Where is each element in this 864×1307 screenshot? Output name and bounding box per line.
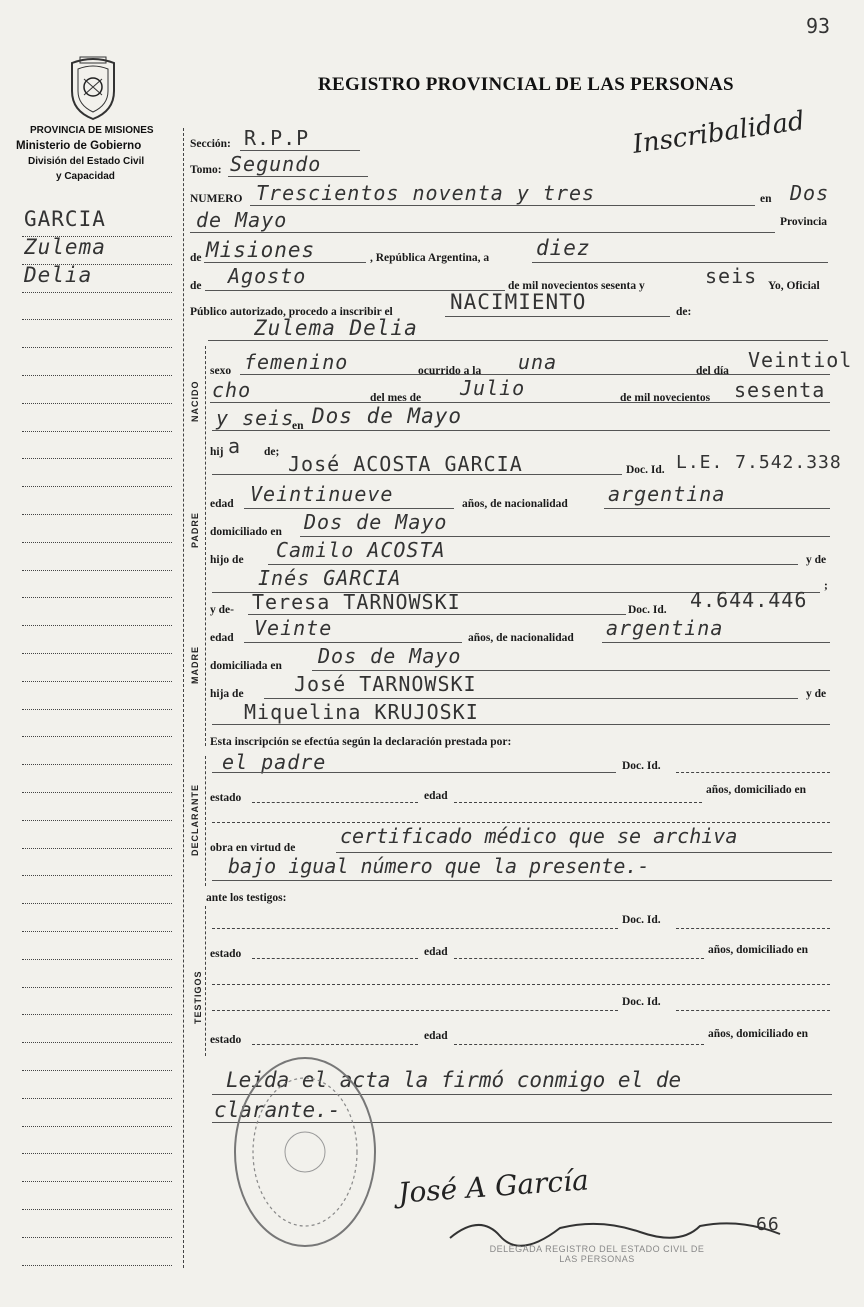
margin-ruled-line	[22, 1070, 172, 1071]
side-label-testigos: TESTIGOS	[193, 970, 203, 1024]
line-dia	[532, 262, 828, 263]
margin-ruled-line	[22, 681, 172, 682]
label-ocurrido: ocurrido a la	[418, 365, 482, 377]
value-abuelo-p: Camilo ACOSTA	[276, 538, 446, 562]
label-seccion: Sección:	[190, 138, 231, 150]
line-declarante	[212, 772, 616, 773]
value-dia: diez	[536, 236, 591, 260]
label-publico: Público autorizado, procedo a inscribir el	[190, 306, 393, 318]
line-acto	[445, 316, 670, 317]
label-sexo: sexo	[210, 365, 232, 377]
label-declaracion: Esta inscripción se efectúa según la declaración prestada por:	[210, 736, 512, 748]
margin-ruled-line	[22, 792, 172, 793]
line-declarante-doc	[676, 772, 830, 773]
label-hija-de: hija de	[210, 688, 244, 700]
value-madre-doc: 4.644.446	[690, 588, 808, 612]
line-testigo2-edad	[454, 1044, 704, 1045]
label-testigo2-dom: años, domiciliado en	[708, 1028, 809, 1040]
margin-middle-name: Delia	[24, 263, 93, 287]
official-stamp-text: DELEGADA REGISTRO DEL ESTADO CIVIL DE LAS PERSONAS	[489, 1244, 705, 1264]
value-obra: certificado médico que se archiva	[340, 824, 738, 848]
value-abuela-p: Inés GARCIA	[258, 566, 402, 590]
label-obra: obra en virtud de	[210, 842, 296, 854]
declarante-divider	[205, 756, 206, 886]
line-lugar-nac	[212, 430, 830, 431]
margin-ruled-line	[22, 848, 172, 849]
margin-ruled-line	[22, 542, 172, 543]
line-en2	[190, 232, 775, 233]
label-provincia: Provincia	[780, 216, 828, 228]
label-de-mes: de	[190, 280, 202, 292]
marginal-annotation: Inscribalidad	[630, 106, 807, 160]
line-padre-dom	[300, 536, 830, 537]
value-obra-2: bajo igual número que la presente.-	[228, 854, 650, 878]
value-padre-doc: L.E. 7.542.338	[676, 452, 842, 473]
line-abuelo-p	[268, 564, 798, 565]
margin-ruled-line	[22, 959, 172, 960]
margin-ruled-line	[22, 931, 172, 932]
margin-ruled-line	[22, 1181, 172, 1182]
label-de-colon: de:	[676, 306, 692, 318]
label-testigo1-edad: edad	[424, 946, 448, 958]
margin-ruled-line	[22, 1014, 172, 1015]
label-madre-nac: años, de nacionalidad	[468, 632, 574, 644]
label-testigo1-estado: estado	[210, 948, 242, 960]
label-declarante-edad: edad	[424, 790, 448, 802]
line-numero	[250, 205, 755, 206]
margin-ruled-line	[22, 570, 172, 571]
line-obra	[336, 852, 832, 853]
label-de-semicolon: de;	[264, 446, 280, 458]
value-en-2: de Mayo	[196, 208, 288, 232]
line-testigo1-name	[212, 928, 618, 929]
value-dia-nac-2: cho	[212, 378, 252, 402]
main-divider	[183, 128, 184, 1268]
margin-ruled-line	[22, 1209, 172, 1210]
line-abuela-m	[212, 724, 830, 725]
value-madre-dom: Dos de Mayo	[318, 644, 462, 668]
line-testigo1-doc	[676, 928, 830, 929]
label-testigo1-dom: años, domiciliado en	[708, 944, 809, 956]
margin-ruled-line	[22, 236, 172, 237]
value-provincia: Misiones	[206, 238, 316, 262]
margin-ruled-line	[22, 1265, 172, 1266]
value-anio-nac-2: y seis	[216, 406, 295, 430]
line-testigo1-estado	[252, 958, 418, 959]
value-hij-suffix: a	[228, 434, 242, 458]
label-mil-sesenta: de mil novecientos sesenta y	[508, 280, 645, 292]
margin-ruled-line	[22, 458, 172, 459]
nacido-divider	[205, 346, 206, 746]
margin-ruled-line	[22, 514, 172, 515]
label-madre-doc: Doc. Id.	[628, 604, 667, 616]
margin-ruled-line	[22, 653, 172, 654]
margin-surname: GARCIA	[24, 207, 106, 231]
margin-ruled-line	[22, 597, 172, 598]
value-madre-nac: argentina	[606, 616, 724, 640]
label-testigo1-doc: Doc. Id.	[622, 914, 661, 926]
value-mes: Agosto	[228, 264, 307, 288]
margin-ruled-line	[22, 820, 172, 821]
label-en: en	[760, 193, 772, 205]
margin-ruled-line	[22, 264, 172, 265]
margin-ruled-line	[22, 1042, 172, 1043]
label-padre-edad: edad	[210, 498, 234, 510]
line-testigo2-estado	[252, 1044, 418, 1045]
label-padre-dom: domiciliado en	[210, 526, 282, 538]
line-obra-2	[212, 880, 832, 881]
value-mes-nac: Julio	[460, 376, 526, 400]
signature-declarante: José A García	[397, 1163, 590, 1210]
value-nombre: Zulema Delia	[254, 316, 418, 340]
testigos-divider	[205, 906, 206, 1056]
label-madre-edad: edad	[210, 632, 234, 644]
line-padre-nombre	[212, 474, 622, 475]
page-title: REGISTRO PROVINCIAL DE LAS PERSONAS	[318, 74, 734, 95]
division-name: División del Estado Civil	[28, 156, 145, 167]
margin-ruled-line	[22, 875, 172, 876]
side-label-nacido: NACIDO	[190, 380, 200, 422]
label-testigos: ante los testigos:	[206, 892, 287, 904]
margin-ruled-line	[22, 1153, 172, 1154]
line-abuelo-m	[264, 698, 798, 699]
value-dia-nac: Veintiol	[748, 348, 853, 372]
value-padre-edad: Veintinueve	[250, 482, 394, 506]
margin-ruled-line	[22, 987, 172, 988]
margin-ruled-line	[22, 431, 172, 432]
value-padre-nombre: José ACOSTA GARCIA	[288, 452, 523, 476]
label-padre-nac: años, de nacionalidad	[462, 498, 568, 510]
coat-of-arms-seal	[62, 55, 124, 125]
ministry-name: Ministerio de Gobierno	[16, 140, 142, 152]
line-madre-dom	[312, 670, 830, 671]
margin-ruled-line	[22, 1237, 172, 1238]
line-testigo2-doc	[676, 1010, 830, 1011]
margin-ruled-line	[22, 764, 172, 765]
label-madre-dom: domiciliada en	[210, 660, 282, 672]
line-madre-edad	[244, 642, 462, 643]
value-lugar-nac: Dos de Mayo	[312, 404, 463, 428]
margin-ruled-line	[22, 1126, 172, 1127]
value-cierre: Leida el acta la firmó conmigo el de	[226, 1068, 682, 1092]
label-mil-novecientos: de mil novecientos	[620, 392, 711, 404]
line-tomo	[228, 176, 368, 177]
official-round-seal	[230, 1052, 380, 1256]
line-declarante-dom-2	[212, 822, 830, 823]
line-sexo	[240, 374, 830, 375]
margin-ruled-line	[22, 486, 172, 487]
margin-ruled-line	[22, 709, 172, 710]
value-hora: una	[518, 350, 558, 374]
value-en: Dos	[790, 181, 830, 205]
line-padre-nac	[604, 508, 830, 509]
signature-date: 66	[756, 1214, 780, 1235]
margin-ruled-line	[22, 347, 172, 348]
label-semicolon: ;	[824, 580, 828, 592]
margin-ruled-line	[22, 319, 172, 320]
division-name-2: y Capacidad	[56, 171, 115, 182]
label-hij: hij	[210, 446, 224, 458]
label-del-mes: del mes de	[370, 392, 422, 404]
margin-ruled-line	[22, 1098, 172, 1099]
label-yo-oficial: Yo, Oficial	[768, 280, 820, 292]
value-abuelo-m: José TARNOWSKI	[294, 672, 477, 696]
margin-ruled-line	[22, 903, 172, 904]
margin-ruled-line	[22, 625, 172, 626]
value-numero: Trescientos noventa y tres	[256, 181, 596, 205]
value-padre-nac: argentina	[608, 482, 726, 506]
line-madre-nombre	[248, 614, 626, 615]
margin-given-name: Zulema	[24, 235, 106, 259]
label-del-dia: del día	[696, 365, 729, 377]
value-madre-nombre: Teresa TARNOWSKI	[252, 590, 461, 614]
line-dia-nac	[210, 402, 830, 403]
value-tomo: Segundo	[230, 152, 322, 176]
value-anio: seis	[705, 264, 758, 288]
line-padre-edad	[244, 508, 454, 509]
side-label-madre: MADRE	[190, 646, 200, 684]
province-name: PROVINCIA DE MISIONES	[30, 125, 154, 136]
label-declarante-doc: Doc. Id.	[622, 760, 661, 772]
value-declarante: el padre	[222, 750, 327, 774]
line-testigo1-edad	[454, 958, 704, 959]
line-seccion	[240, 150, 360, 151]
label-hijo-de: hijo de	[210, 554, 244, 566]
line-testigo2-name	[212, 1010, 618, 1011]
label-padre-doc: Doc. Id.	[626, 464, 665, 476]
label-testigo2-estado: estado	[210, 1034, 242, 1046]
label-testigo2-edad: edad	[424, 1030, 448, 1042]
line-declarante-edad	[454, 802, 702, 803]
value-cierre-2: clarante.-	[214, 1098, 341, 1122]
value-seccion: R.P.P	[244, 126, 310, 150]
label-republica: , República Argentina, a	[370, 252, 490, 264]
label-y-de-madre: y de-	[210, 604, 234, 616]
value-abuela-m: Miquelina KRUJOSKI	[244, 700, 479, 724]
value-anio-nac: sesenta	[734, 378, 826, 402]
label-tomo: Tomo:	[190, 164, 222, 176]
line-provincia	[204, 262, 366, 263]
page-number: 93	[806, 14, 831, 38]
label-declarante-dom: años, domiciliado en	[706, 784, 807, 796]
label-y-de-m: y de	[806, 688, 827, 700]
margin-ruled-line	[22, 375, 172, 376]
label-testigo2-doc: Doc. Id.	[622, 996, 661, 1008]
line-nombre	[208, 340, 828, 341]
margin-ruled-line	[22, 292, 172, 293]
label-numero: NUMERO	[190, 193, 243, 205]
side-label-padre: PADRE	[190, 512, 200, 548]
label-de-provincia: de	[190, 252, 202, 264]
label-y-de-p: y de	[806, 554, 827, 566]
line-declarante-estado	[252, 802, 418, 803]
margin-ruled-line	[22, 403, 172, 404]
value-padre-dom: Dos de Mayo	[304, 510, 448, 534]
label-declarante-estado: estado	[210, 792, 242, 804]
value-sexo: femenino	[244, 350, 349, 374]
value-madre-edad: Veinte	[254, 616, 333, 640]
label-en-nac: en	[292, 420, 304, 432]
value-acto: NACIMIENTO	[450, 290, 587, 314]
line-madre-nac	[602, 642, 830, 643]
line-testigo1-dom-2	[212, 984, 830, 985]
side-label-declarante: DECLARANTE	[190, 784, 200, 856]
margin-ruled-line	[22, 736, 172, 737]
